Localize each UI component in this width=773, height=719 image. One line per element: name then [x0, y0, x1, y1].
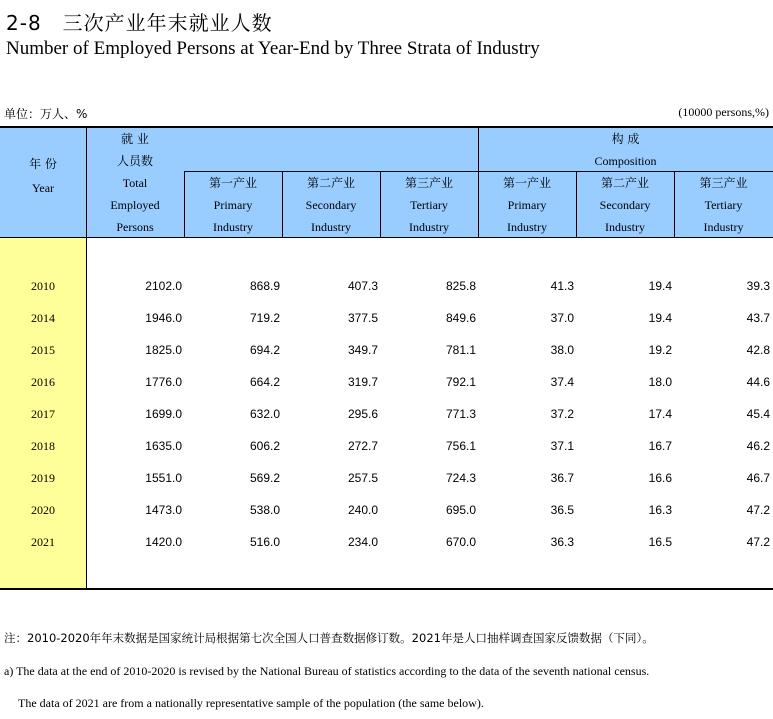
header-primary-en-2: Industry: [213, 220, 253, 234]
cell-p-pct: 36.3: [550, 535, 574, 549]
table-bottom-rule: [0, 588, 773, 590]
header-tertiary-cn: 第三产业: [404, 176, 453, 190]
table-row: [0, 302, 773, 334]
cell-total: 1946.0: [145, 311, 182, 325]
cell-primary: 719.2: [249, 311, 280, 325]
cell-year: 2016: [31, 375, 55, 389]
cell-total: 1551.0: [145, 471, 182, 485]
table-row: [0, 462, 773, 494]
table-row: [0, 398, 773, 430]
cell-primary: 868.9: [249, 279, 280, 293]
cell-year: 2020: [31, 503, 55, 517]
header-total-cn-1: 就 业: [121, 132, 149, 146]
cell-secondary: 377.5: [347, 311, 378, 325]
header-composition: [478, 128, 773, 172]
cell-total: 1473.0: [145, 503, 182, 517]
cell-tertiary: 695.0: [445, 503, 476, 517]
header-total-en-3: Persons: [116, 220, 154, 234]
cell-year: 2019: [31, 471, 55, 485]
header-secondary-pct-en-2: Industry: [605, 220, 645, 234]
cell-total: 1699.0: [145, 407, 182, 421]
cell-secondary: 234.0: [347, 535, 378, 549]
cell-primary: 632.0: [249, 407, 280, 421]
header-secondary-pct-cn: 第二产业: [600, 176, 649, 190]
header-tertiary-pct-en-1: Tertiary: [704, 198, 743, 212]
cell-total: 1825.0: [145, 343, 182, 357]
cell-p-pct: 37.4: [550, 375, 574, 389]
cell-tertiary: 825.8: [445, 279, 476, 293]
cell-tertiary: 792.1: [445, 375, 476, 389]
cell-secondary: 349.7: [347, 343, 378, 357]
header-total-en-2: Employed: [110, 198, 160, 212]
cell-primary: 664.2: [249, 375, 280, 389]
cell-secondary: 240.0: [347, 503, 378, 517]
employment-table: [0, 126, 773, 590]
header-primary: [184, 172, 282, 238]
header-primary-pct-en-2: Industry: [507, 220, 547, 234]
cell-t-pct: 47.2: [746, 503, 770, 517]
cell-t-pct: 44.6: [746, 375, 770, 389]
table-row: [0, 430, 773, 462]
cell-s-pct: 18.0: [648, 375, 672, 389]
header-tertiary-pct: [674, 172, 773, 238]
header-primary-cn: 第一产业: [208, 176, 257, 190]
cell-s-pct: 16.5: [648, 535, 672, 549]
header-primary-en-1: Primary: [213, 198, 253, 212]
cell-tertiary: 849.6: [445, 311, 476, 325]
cell-tertiary: 670.0: [445, 535, 476, 549]
cell-primary: 569.2: [249, 471, 280, 485]
cell-s-pct: 19.2: [648, 343, 672, 357]
cell-p-pct: 37.0: [550, 311, 574, 325]
cell-s-pct: 16.6: [648, 471, 672, 485]
table-title-cn: 2-8 三次产业年末就业人数: [6, 11, 273, 35]
header-secondary-en-2: Industry: [311, 220, 351, 234]
cell-t-pct: 47.2: [746, 535, 770, 549]
cell-p-pct: 36.5: [550, 503, 574, 517]
header-total-en-1: Total: [122, 176, 148, 190]
cell-t-pct: 39.3: [746, 279, 770, 293]
cell-total: 1635.0: [145, 439, 182, 453]
cell-t-pct: 43.7: [746, 311, 770, 325]
cell-secondary: 407.3: [347, 279, 378, 293]
header-composition-cn: 构 成: [611, 132, 640, 146]
header-year-cn: 年 份: [29, 157, 57, 171]
note-cn: 注：2010-2020年年末数据是国家统计局根据第七次全国人口普查数据修订数。2021年是人口抽样调查国家反馈数据（下同）。: [4, 631, 654, 645]
cell-year: 2017: [31, 407, 55, 421]
cell-p-pct: 37.1: [550, 439, 574, 453]
cell-t-pct: 45.4: [746, 407, 770, 421]
cell-year: 2018: [31, 439, 55, 453]
cell-tertiary: 756.1: [445, 439, 476, 453]
cell-total: 1776.0: [145, 375, 182, 389]
table-title-en: Number of Employed Persons at Year-End by Three Strata of Industry: [6, 38, 540, 59]
table-row: [0, 334, 773, 366]
cell-primary: 606.2: [249, 439, 280, 453]
cell-s-pct: 16.7: [648, 439, 672, 453]
header-tertiary-en-1: Tertiary: [410, 198, 448, 212]
header-total: [86, 128, 184, 238]
header-composition-en: Composition: [594, 154, 657, 168]
cell-tertiary: 781.1: [445, 343, 476, 357]
header-primary-pct-en-1: Primary: [507, 198, 547, 212]
cell-year: 2021: [31, 535, 55, 549]
header-secondary-pct-en-1: Secondary: [599, 198, 651, 212]
cell-secondary: 272.7: [347, 439, 378, 453]
note-en-2: The data of 2021 are from a nationally representative sample of the population (the same below).: [18, 696, 484, 710]
cell-tertiary: 724.3: [445, 471, 476, 485]
cell-t-pct: 46.2: [746, 439, 770, 453]
cell-t-pct: 46.7: [746, 471, 770, 485]
header-total-cn-2: 人员数: [116, 154, 153, 168]
header-year-en: Year: [31, 181, 55, 195]
cell-p-pct: 36.7: [550, 471, 574, 485]
cell-t-pct: 42.8: [746, 343, 770, 357]
header-primary-pct-cn: 第一产业: [502, 176, 551, 190]
cell-year: 2010: [31, 279, 55, 293]
header-tertiary-pct-en-2: Industry: [703, 220, 744, 234]
cell-total: 2102.0: [145, 279, 182, 293]
header-tertiary-en-2: Industry: [409, 220, 449, 234]
cell-s-pct: 19.4: [648, 311, 672, 325]
cell-s-pct: 16.3: [648, 503, 672, 517]
cell-p-pct: 38.0: [550, 343, 574, 357]
table-row: [0, 494, 773, 526]
table-row: [0, 366, 773, 398]
note-en-1: a) The data at the end of 2010-2020 is revised by the National Bureau of statistics according to the data of the seventh national census.: [4, 664, 650, 678]
cell-year: 2015: [31, 343, 55, 357]
cell-primary: 694.2: [249, 343, 280, 357]
cell-p-pct: 37.2: [550, 407, 574, 421]
header-secondary-cn: 第二产业: [306, 176, 355, 190]
cell-p-pct: 41.3: [550, 279, 574, 293]
header-primary-pct: [478, 172, 576, 238]
unit-label-cn: 单位：万人、%: [4, 107, 88, 121]
cell-primary: 516.0: [249, 535, 280, 549]
header-secondary-en-1: Secondary: [305, 198, 357, 212]
cell-secondary: 295.6: [347, 407, 378, 421]
cell-s-pct: 19.4: [648, 279, 672, 293]
header-secondary-pct: [576, 172, 674, 238]
cell-s-pct: 17.4: [648, 407, 672, 421]
header-tertiary-pct-cn: 第三产业: [699, 176, 748, 190]
header-year: [0, 153, 86, 199]
header-secondary: [282, 172, 380, 238]
cell-secondary: 257.5: [347, 471, 378, 485]
cell-tertiary: 771.3: [445, 407, 476, 421]
header-tertiary: [380, 172, 478, 238]
table-row: [0, 270, 773, 302]
unit-label-en: (10000 persons,%): [678, 105, 769, 119]
table-row: [0, 526, 773, 558]
cell-primary: 538.0: [249, 503, 280, 517]
cell-year: 2014: [31, 311, 55, 325]
cell-secondary: 319.7: [347, 375, 378, 389]
cell-total: 1420.0: [145, 535, 182, 549]
